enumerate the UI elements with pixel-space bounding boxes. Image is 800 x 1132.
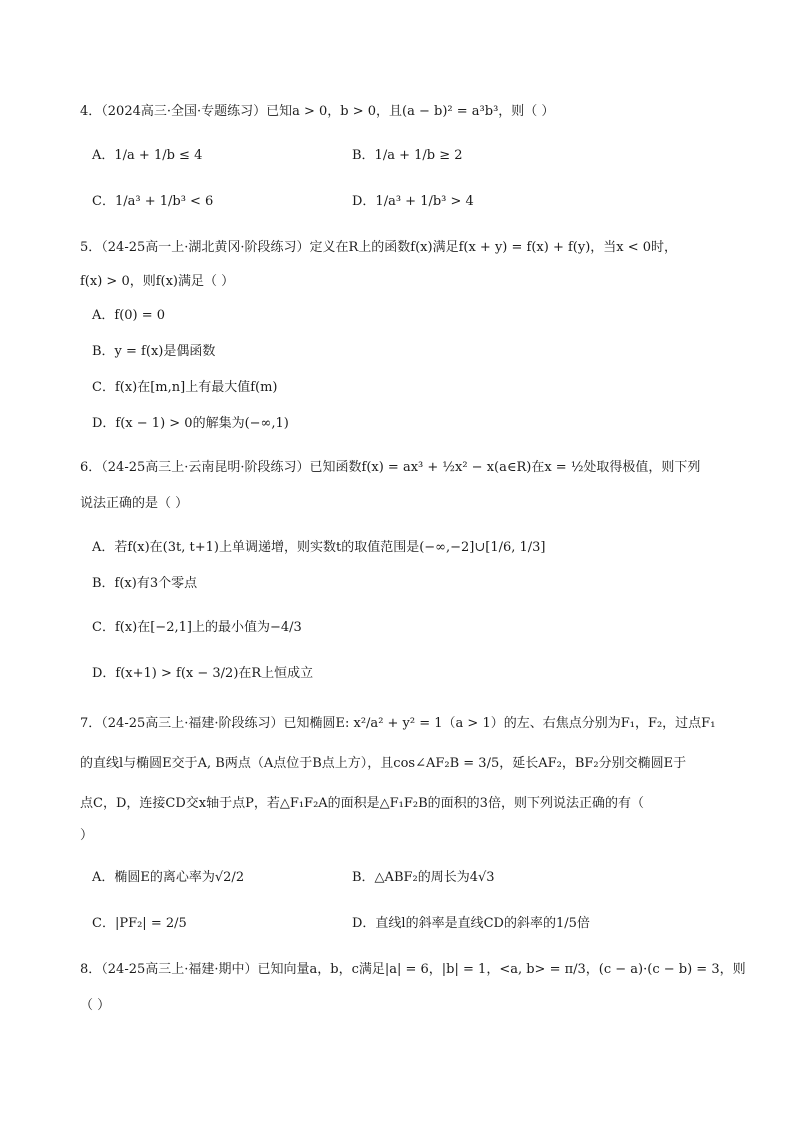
question-4-option-a: A．1/a + 1/b ≤ 4 xyxy=(92,148,203,163)
question-5-stem-line2: f(x) > 0，则f(x)满足（ ） xyxy=(80,274,235,289)
question-5-option-b: B．y = f(x)是偶函数 xyxy=(92,344,216,359)
question-7-stem-line4: ） xyxy=(80,828,94,843)
question-6-option-b: B．f(x)有3个零点 xyxy=(92,576,198,591)
question-4-option-b: B．1/a + 1/b ≥ 2 xyxy=(352,148,463,163)
question-4-option-d: D．1/a³ + 1/b³ > 4 xyxy=(352,194,474,209)
question-5-stem-line1: 5．（24-25高一上·湖北黄冈·阶段练习）定义在R上的函数f(x)满足f(x + y) = f(x) + f(y)，当x < 0时， xyxy=(80,240,678,255)
question-8-stem-line1: 8．（24-25高三上·福建·期中）已知向量a，b，c满足|a| = 6，|b| = 1，<a, b> = π/3，(c − a)·(c − b) = 3，则 xyxy=(80,962,746,977)
question-6-option-c: C．f(x)在[−2,1]上的最小值为−4/3 xyxy=(92,620,302,635)
question-4-option-c: C．1/a³ + 1/b³ < 6 xyxy=(92,194,214,209)
question-7-option-d: D．直线l的斜率是直线CD的斜率的1/5倍 xyxy=(352,916,590,931)
question-7-stem-line3: 点C，D，连接CD交x轴于点P，若△F₁F₂A的面积是△F₁F₂B的面积的3倍，则下列说法正确的有（ xyxy=(80,796,644,811)
question-6-stem-line2: 说法正确的是（ ） xyxy=(80,496,189,511)
question-6-stem-line1: 6．（24-25高三上·云南昆明·阶段练习）已知函数f(x) = ax³ + ½x² − x(a∈R)在x = ½处取得极值，则下列 xyxy=(80,460,701,475)
question-5-option-d: D．f(x − 1) > 0的解集为(−∞,1) xyxy=(92,416,289,431)
question-8-stem-line2: （ ） xyxy=(80,998,111,1013)
question-7-option-b: B．△ABF₂的周长为4√3 xyxy=(352,870,495,885)
question-6-option-d: D．f(x+1) > f(x − 3/2)在R上恒成立 xyxy=(92,666,314,681)
question-7-option-c: C．|PF₂| = 2/5 xyxy=(92,916,187,931)
question-4-stem: 4．（2024高三·全国·专题练习）已知a > 0，b > 0，且(a − b)² = a³b³，则（ ） xyxy=(80,104,555,119)
question-7-option-a: A．椭圆E的离心率为√2/2 xyxy=(92,870,245,885)
question-5-option-a: A．f(0) = 0 xyxy=(92,308,166,323)
question-6-option-a: A．若f(x)在(3t, t+1)上单调递增，则实数t的取值范围是(−∞,−2]∪[1/6, 1/3] xyxy=(92,540,546,555)
question-5-option-c: C．f(x)在[m,n]上有最大值f(m) xyxy=(92,380,278,395)
question-7-stem-line2: 的直线l与椭圆E交于A, B两点（A点位于B点上方），且cos∠AF₂B = 3/5，延长AF₂，BF₂分别交椭圆E于 xyxy=(80,756,687,771)
question-7-stem-line1: 7．（24-25高三上·福建·阶段练习）已知椭圆E: x²/a² + y² = 1（a > 1）的左、右焦点分别为F₁，F₂，过点F₁ xyxy=(80,716,716,731)
